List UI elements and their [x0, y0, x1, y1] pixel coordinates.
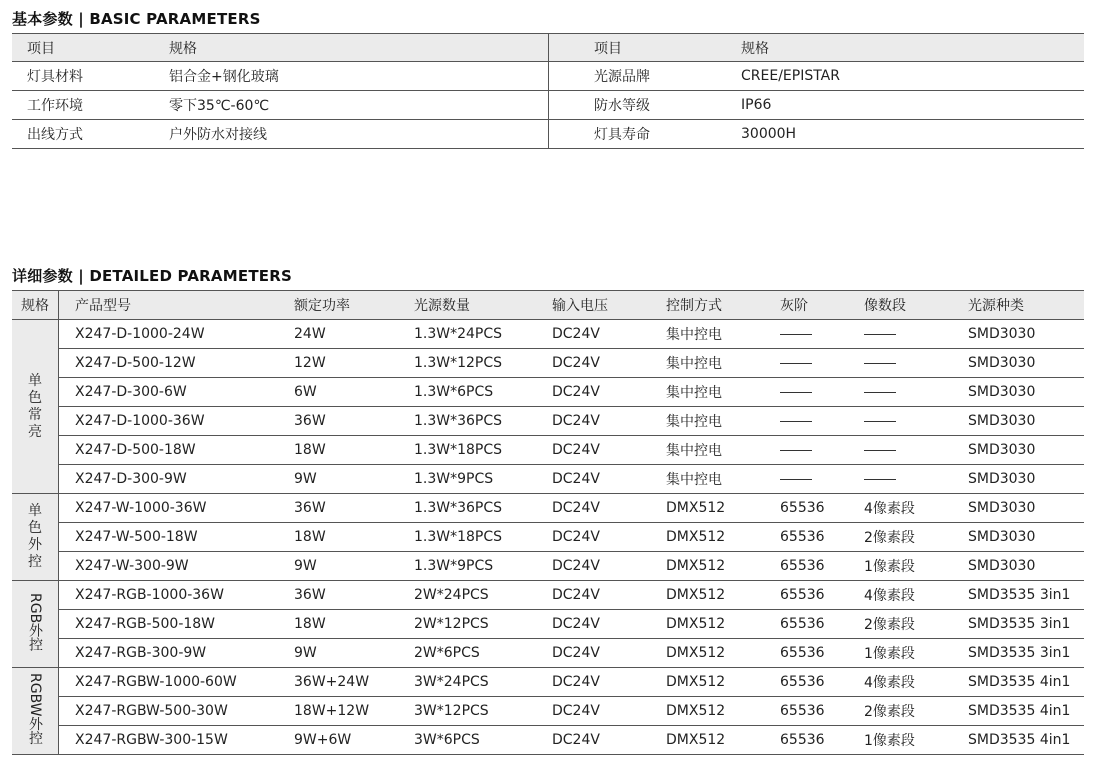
- table-cell: DC24V: [552, 465, 666, 494]
- table-cell: DC24V: [552, 552, 666, 581]
- group-label-cell: [12, 494, 59, 581]
- table-cell: 光源品牌: [549, 62, 742, 91]
- table-cell: X247-D-300-6W: [59, 378, 295, 407]
- table-cell: DMX512: [666, 697, 780, 726]
- column-header: 产品型号: [59, 291, 295, 320]
- table-cell: 集中控电: [666, 320, 780, 349]
- column-header: 规格: [169, 34, 549, 62]
- table-cell: 1.3W*24PCS: [414, 320, 552, 349]
- table-cell: DC24V: [552, 610, 666, 639]
- table-cell: 集中控电: [666, 465, 780, 494]
- table-cell: DC24V: [552, 639, 666, 668]
- table-cell: 65536: [780, 639, 864, 668]
- group-label: 单色常亮: [28, 372, 42, 440]
- column-header: 输入电压: [552, 291, 666, 320]
- table-header-row: [12, 34, 1084, 62]
- table-cell: X247-RGB-300-9W: [59, 639, 295, 668]
- group-label-cell: [12, 581, 59, 668]
- table-cell: DC24V: [552, 320, 666, 349]
- column-header: 额定功率: [294, 291, 414, 320]
- table-cell: SMD3030: [968, 494, 1084, 523]
- table-cell: DMX512: [666, 523, 780, 552]
- empty-dash-cell: [780, 465, 864, 494]
- column-header: 控制方式: [666, 291, 780, 320]
- table-row: [12, 320, 1084, 349]
- table-cell: 3W*12PCS: [414, 697, 552, 726]
- table-cell: DC24V: [552, 523, 666, 552]
- table-cell: 灯具寿命: [549, 120, 742, 149]
- table-cell: DC24V: [552, 378, 666, 407]
- basic-parameters-table: [12, 33, 1084, 149]
- table-cell: 2像素段: [864, 523, 968, 552]
- table-row: [12, 349, 1084, 378]
- table-row: [12, 494, 1084, 523]
- empty-dash-cell: [864, 436, 968, 465]
- column-header: 光源种类: [968, 291, 1084, 320]
- dash-line: [864, 334, 896, 335]
- table-cell: 集中控电: [666, 349, 780, 378]
- table-cell: SMD3535 4in1: [968, 726, 1084, 755]
- group-label-cell: [12, 668, 59, 755]
- table-row: [12, 91, 1084, 120]
- table-cell: 6W: [294, 378, 414, 407]
- table-cell: X247-RGB-1000-36W: [59, 581, 295, 610]
- column-header: 项目: [549, 34, 742, 62]
- table-row: [12, 639, 1084, 668]
- table-cell: 24W: [294, 320, 414, 349]
- table-cell: 4像素段: [864, 668, 968, 697]
- table-row: [12, 62, 1084, 91]
- table-cell: 集中控电: [666, 436, 780, 465]
- table-row: [12, 465, 1084, 494]
- dash-line: [864, 450, 896, 451]
- empty-dash-cell: [864, 349, 968, 378]
- table-cell: SMD3030: [968, 407, 1084, 436]
- table-cell: 2W*12PCS: [414, 610, 552, 639]
- table-cell: 集中控电: [666, 378, 780, 407]
- table-cell: SMD3535 3in1: [968, 639, 1084, 668]
- empty-dash-cell: [780, 349, 864, 378]
- table-cell: 4像素段: [864, 494, 968, 523]
- table-cell: DC24V: [552, 494, 666, 523]
- table-cell: 18W: [294, 523, 414, 552]
- table-cell: DMX512: [666, 610, 780, 639]
- table-cell: X247-RGBW-500-30W: [59, 697, 295, 726]
- table-cell: SMD3030: [968, 378, 1084, 407]
- table-cell: CREE/EPISTAR: [741, 62, 1084, 91]
- dash-line: [780, 363, 812, 364]
- group-label: 单色外控: [28, 503, 42, 570]
- table-cell: 3W*24PCS: [414, 668, 552, 697]
- table-cell: 12W: [294, 349, 414, 378]
- group-label: RGB外控: [27, 592, 43, 652]
- table-cell: X247-D-300-9W: [59, 465, 295, 494]
- column-header: 光源数量: [414, 291, 552, 320]
- table-row: [12, 581, 1084, 610]
- table-cell: 65536: [780, 494, 864, 523]
- detailed-parameters-title: 详细参数 | DETAILED PARAMETERS: [12, 267, 292, 285]
- table-cell: X247-D-500-12W: [59, 349, 295, 378]
- dash-line: [780, 421, 812, 422]
- dash-line: [780, 334, 812, 335]
- table-cell: X247-RGB-500-18W: [59, 610, 295, 639]
- table-cell: 18W: [294, 610, 414, 639]
- table-cell: 1.3W*18PCS: [414, 523, 552, 552]
- table-cell: SMD3535 4in1: [968, 668, 1084, 697]
- table-cell: 36W: [294, 407, 414, 436]
- column-header: 像数段: [864, 291, 968, 320]
- table-cell: 30000H: [741, 120, 1084, 149]
- table-cell: 3W*6PCS: [414, 726, 552, 755]
- table-cell: 1像素段: [864, 639, 968, 668]
- table-cell: 1.3W*36PCS: [414, 407, 552, 436]
- dash-line: [864, 363, 896, 364]
- table-cell: 36W+24W: [294, 668, 414, 697]
- table-cell: 防水等级: [549, 91, 742, 120]
- table-cell: X247-W-1000-36W: [59, 494, 295, 523]
- table-cell: 1.3W*18PCS: [414, 436, 552, 465]
- table-cell: 灯具材料: [12, 62, 169, 91]
- table-header-row: [12, 291, 1084, 320]
- table-cell: 65536: [780, 581, 864, 610]
- table-row: [12, 726, 1084, 755]
- table-cell: DMX512: [666, 726, 780, 755]
- empty-dash-cell: [864, 320, 968, 349]
- dash-line: [864, 479, 896, 480]
- dash-line: [780, 450, 812, 451]
- table-row: [12, 378, 1084, 407]
- column-header: 规格: [741, 34, 1084, 62]
- table-cell: DMX512: [666, 639, 780, 668]
- table-cell: 18W: [294, 436, 414, 465]
- table-cell: DC24V: [552, 726, 666, 755]
- empty-dash-cell: [780, 436, 864, 465]
- table-cell: 2W*6PCS: [414, 639, 552, 668]
- empty-dash-cell: [864, 465, 968, 494]
- table-cell: DMX512: [666, 494, 780, 523]
- dash-line: [780, 392, 812, 393]
- table-cell: DC24V: [552, 407, 666, 436]
- table-row: [12, 552, 1084, 581]
- table-cell: 65536: [780, 668, 864, 697]
- table-cell: DMX512: [666, 668, 780, 697]
- table-cell: X247-W-500-18W: [59, 523, 295, 552]
- table-cell: X247-D-500-18W: [59, 436, 295, 465]
- table-cell: SMD3030: [968, 349, 1084, 378]
- basic-parameters-title: 基本参数 | BASIC PARAMETERS: [12, 10, 261, 28]
- empty-dash-cell: [780, 407, 864, 436]
- table-cell: SMD3535 3in1: [968, 610, 1084, 639]
- empty-dash-cell: [780, 378, 864, 407]
- table-cell: 2像素段: [864, 697, 968, 726]
- table-cell: DC24V: [552, 697, 666, 726]
- table-cell: 零下35℃-60℃: [169, 91, 549, 120]
- table-row: [12, 523, 1084, 552]
- table-cell: 9W: [294, 552, 414, 581]
- table-cell: DC24V: [552, 436, 666, 465]
- table-cell: DC24V: [552, 668, 666, 697]
- table-cell: 1像素段: [864, 552, 968, 581]
- table-cell: 铝合金+钢化玻璃: [169, 62, 549, 91]
- table-cell: 1.3W*12PCS: [414, 349, 552, 378]
- table-cell: 65536: [780, 552, 864, 581]
- table-row: [12, 120, 1084, 149]
- group-label: RGBW外控: [27, 673, 43, 745]
- table-cell: SMD3030: [968, 552, 1084, 581]
- column-header: 灰阶: [780, 291, 864, 320]
- table-cell: 36W: [294, 581, 414, 610]
- table-cell: 65536: [780, 726, 864, 755]
- table-cell: SMD3030: [968, 465, 1084, 494]
- table-cell: 1.3W*36PCS: [414, 494, 552, 523]
- empty-dash-cell: [780, 320, 864, 349]
- table-cell: SMD3535 3in1: [968, 581, 1084, 610]
- table-cell: X247-RGBW-1000-60W: [59, 668, 295, 697]
- table-cell: DC24V: [552, 349, 666, 378]
- table-cell: 65536: [780, 697, 864, 726]
- column-header: 项目: [12, 34, 169, 62]
- table-cell: SMD3030: [968, 523, 1084, 552]
- table-cell: 18W+12W: [294, 697, 414, 726]
- table-cell: 2像素段: [864, 610, 968, 639]
- table-cell: X247-D-1000-24W: [59, 320, 295, 349]
- table-cell: 65536: [780, 523, 864, 552]
- table-cell: X247-W-300-9W: [59, 552, 295, 581]
- table-cell: DC24V: [552, 581, 666, 610]
- table-cell: DMX512: [666, 552, 780, 581]
- table-cell: 户外防水对接线: [169, 120, 549, 149]
- table-row: [12, 668, 1084, 697]
- table-cell: 工作环境: [12, 91, 169, 120]
- table-cell: 36W: [294, 494, 414, 523]
- dash-line: [864, 392, 896, 393]
- table-cell: SMD3535 4in1: [968, 697, 1084, 726]
- dash-line: [780, 479, 812, 480]
- table-cell: 1.3W*6PCS: [414, 378, 552, 407]
- table-cell: SMD3030: [968, 436, 1084, 465]
- table-cell: IP66: [741, 91, 1084, 120]
- table-cell: 9W: [294, 639, 414, 668]
- table-cell: 2W*24PCS: [414, 581, 552, 610]
- table-cell: 4像素段: [864, 581, 968, 610]
- table-cell: 9W: [294, 465, 414, 494]
- empty-dash-cell: [864, 407, 968, 436]
- table-row: [12, 697, 1084, 726]
- empty-dash-cell: [864, 378, 968, 407]
- table-cell: 集中控电: [666, 407, 780, 436]
- table-cell: SMD3030: [968, 320, 1084, 349]
- table-row: [12, 610, 1084, 639]
- table-cell: 1像素段: [864, 726, 968, 755]
- table-cell: DMX512: [666, 581, 780, 610]
- table-cell: 出线方式: [12, 120, 169, 149]
- table-row: [12, 436, 1084, 465]
- table-row: [12, 407, 1084, 436]
- table-cell: 1.3W*9PCS: [414, 552, 552, 581]
- dash-line: [864, 421, 896, 422]
- group-label-cell: [12, 320, 59, 494]
- table-cell: X247-RGBW-300-15W: [59, 726, 295, 755]
- detailed-parameters-table: [12, 290, 1084, 755]
- column-header: 规格: [12, 291, 59, 320]
- table-cell: 65536: [780, 610, 864, 639]
- table-cell: 1.3W*9PCS: [414, 465, 552, 494]
- table-cell: X247-D-1000-36W: [59, 407, 295, 436]
- table-cell: 9W+6W: [294, 726, 414, 755]
